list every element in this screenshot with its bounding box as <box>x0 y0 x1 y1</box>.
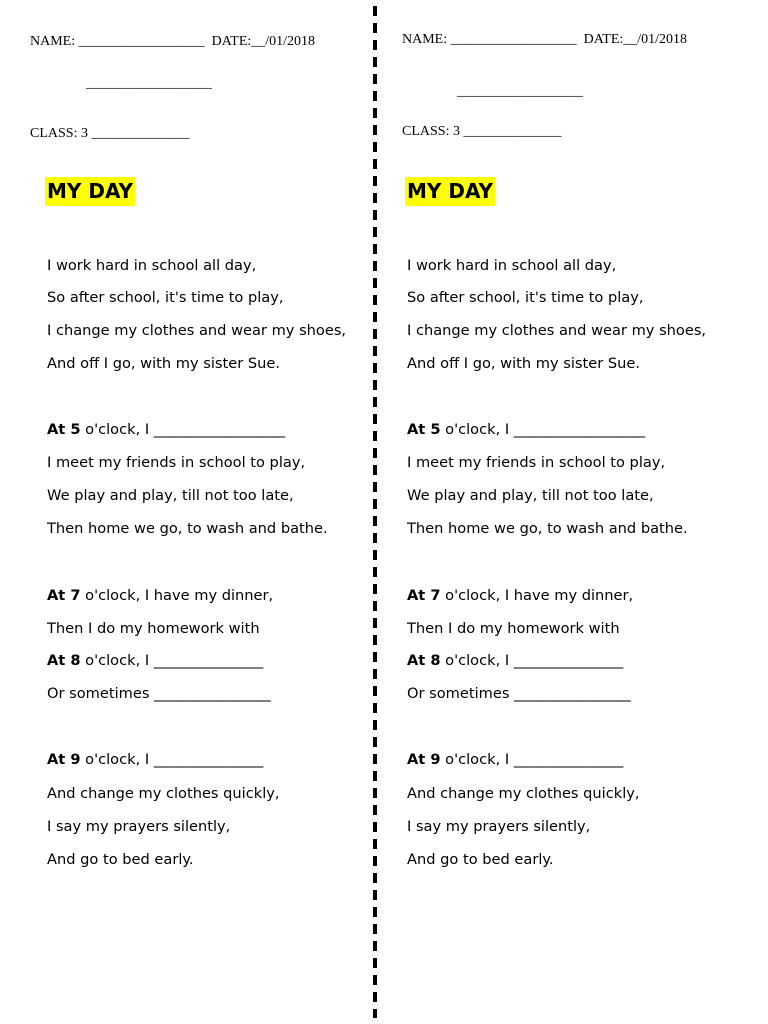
worksheet-title: MY DAY <box>405 177 495 206</box>
poem-line-at-7: At 7 o'clock, I have my dinner, <box>47 587 274 604</box>
poem-line: So after school, it's time to play, <box>407 289 644 306</box>
poem-line: And change my clothes quickly, <box>47 785 280 802</box>
poem-line: I change my clothes and wear my shoes, <box>407 322 707 339</box>
poem-line: Then home we go, to wash and bathe. <box>407 520 688 537</box>
worksheet-title: MY DAY <box>45 177 135 206</box>
poem-line-at-5: At 5 o'clock, I __________________ <box>47 421 286 438</box>
poem-line: Then home we go, to wash and bathe. <box>47 520 328 537</box>
poem-line: We play and play, till not too late, <box>47 487 294 504</box>
poem-line: And go to bed early. <box>47 851 194 868</box>
poem-line: I work hard in school all day, <box>407 257 617 274</box>
poem-line-at-9: At 9 o'clock, I _______________ <box>407 751 624 768</box>
poem-line: So after school, it's time to play, <box>47 289 284 306</box>
blank-line: __________________ <box>86 76 212 91</box>
poem-line-at-7: At 7 o'clock, I have my dinner, <box>407 587 634 604</box>
poem-line: Then I do my homework with <box>407 620 620 637</box>
poem-line: I meet my friends in school to play, <box>47 454 306 471</box>
poem-line-at-8: At 8 o'clock, I _______________ <box>407 652 624 669</box>
poem-line-at-5: At 5 o'clock, I __________________ <box>407 421 646 438</box>
poem-line-at-8: At 8 o'clock, I _______________ <box>47 652 264 669</box>
blank-line: __________________ <box>457 84 583 99</box>
class-line: CLASS: 3 ______________ <box>402 124 562 139</box>
poem-line: I meet my friends in school to play, <box>407 454 666 471</box>
poem-line-at-9: At 9 o'clock, I _______________ <box>47 751 264 768</box>
poem-line: And change my clothes quickly, <box>407 785 640 802</box>
poem-line: And go to bed early. <box>407 851 554 868</box>
poem-line: I change my clothes and wear my shoes, <box>47 322 347 339</box>
name-date-line: NAME: __________________ DATE:__/01/2018 <box>30 34 316 49</box>
poem-line: Or sometimes ________________ <box>407 685 631 702</box>
poem-line: I work hard in school all day, <box>47 257 257 274</box>
poem-line: Or sometimes ________________ <box>47 685 271 702</box>
poem-line: Then I do my homework with <box>47 620 260 637</box>
class-line: CLASS: 3 ______________ <box>30 126 190 141</box>
poem-line: I say my prayers silently, <box>47 818 231 835</box>
poem-line: And off I go, with my sister Sue. <box>47 355 280 372</box>
poem-line: And off I go, with my sister Sue. <box>407 355 640 372</box>
poem-line: I say my prayers silently, <box>407 818 591 835</box>
worksheet-left <box>0 0 370 1024</box>
worksheet-right <box>370 0 740 1024</box>
poem-line: We play and play, till not too late, <box>407 487 654 504</box>
name-date-line: NAME: __________________ DATE:__/01/2018 <box>402 32 688 47</box>
